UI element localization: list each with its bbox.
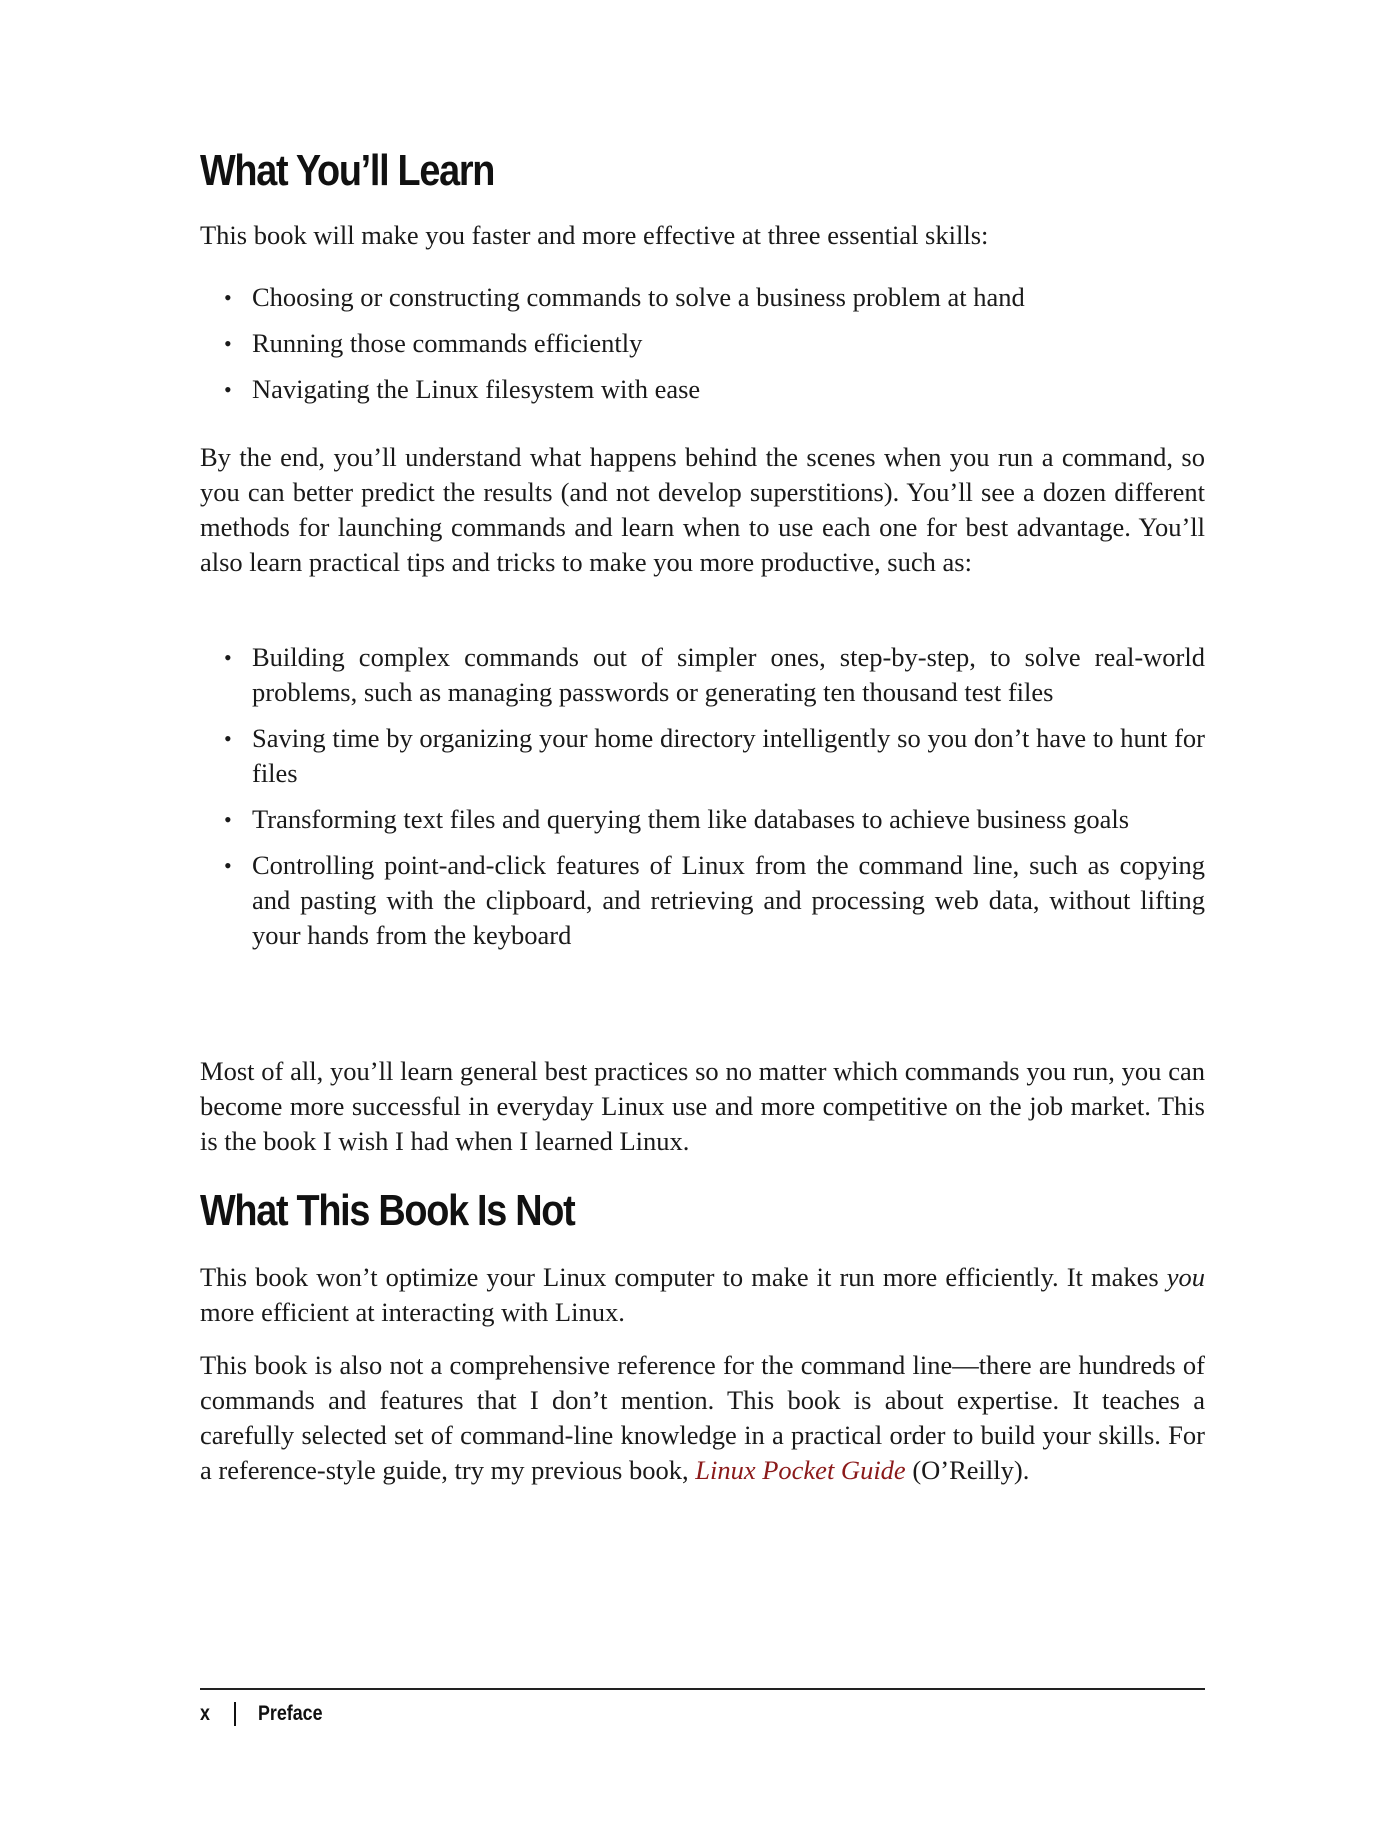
section-heading-what-this-book-is-not: What This Book Is Not xyxy=(200,1186,575,1235)
linux-pocket-guide-link[interactable]: Linux Pocket Guide xyxy=(695,1455,906,1485)
text: This book won’t optimize your Linux computer to make it run more efficiently. It makes xyxy=(200,1262,1167,1292)
list-item: • Running those commands efficiently xyxy=(200,326,1205,361)
text: (O’Reilly). xyxy=(905,1455,1030,1485)
intro-paragraph: This book will make you faster and more effective at three essential skills: xyxy=(200,220,989,250)
emphasis: you xyxy=(1166,1262,1205,1292)
optimize-paragraph xyxy=(200,1260,1205,1330)
text: This book is also not a comprehensive reference for the command line—there are hundreds of commands and features that I don’t mention. This book is about expertise. It teaches a carefully selected set of command-line knowledge in a practical order to build your skills. For a reference-style guide, try my previous book, xyxy=(200,1350,1205,1485)
text: more efficient at interacting with Linux. xyxy=(200,1297,625,1327)
tips-list xyxy=(200,640,1205,964)
reference-paragraph xyxy=(200,1348,1205,1488)
page-footer xyxy=(200,1702,334,1726)
list-item: • Building complex commands out of simpler ones, step-by-step, to solve real-world problems, such as managing passwords or generating ten thousand test files xyxy=(200,640,1205,710)
list-item: • Choosing or constructing commands to solve a business problem at hand xyxy=(200,280,1205,315)
best-practices-paragraph: Most of all, you’ll learn general best practices so no matter which commands you run, you can become more successful in everyday Linux use and more competitive on the job market. This is the book I wish I had when I learned Linux. xyxy=(200,1056,1205,1156)
list-item: • Saving time by organizing your home directory intelligently so you don’t have to hunt for files xyxy=(200,721,1205,791)
list-item: • Controlling point-and-click features of Linux from the command line, such as copying and pasting with the clipboard, and retrieving and processing web data, without lifting your hands from the keyboard xyxy=(200,848,1205,953)
page-number: x xyxy=(200,1702,210,1725)
list-item: • Transforming text files and querying them like databases to achieve business goals xyxy=(200,802,1205,837)
behind-scenes-paragraph: By the end, you’ll understand what happens behind the scenes when you run a command, so you can better predict the results (and not develop superstitions). You’ll see a dozen different methods for launching commands and learn when to use each one for best advantage. You’ll also learn practical tips and tricks to make you more productive, such as: xyxy=(200,442,1205,577)
footer-separator xyxy=(234,1702,236,1726)
footer-rule xyxy=(200,1688,1205,1690)
list-item: • Navigating the Linux filesystem with ease xyxy=(200,372,1205,407)
skills-list xyxy=(200,280,1205,418)
footer-section-title: Preface xyxy=(257,1702,323,1725)
section-heading-what-youll-learn: What You’ll Learn xyxy=(200,146,495,195)
